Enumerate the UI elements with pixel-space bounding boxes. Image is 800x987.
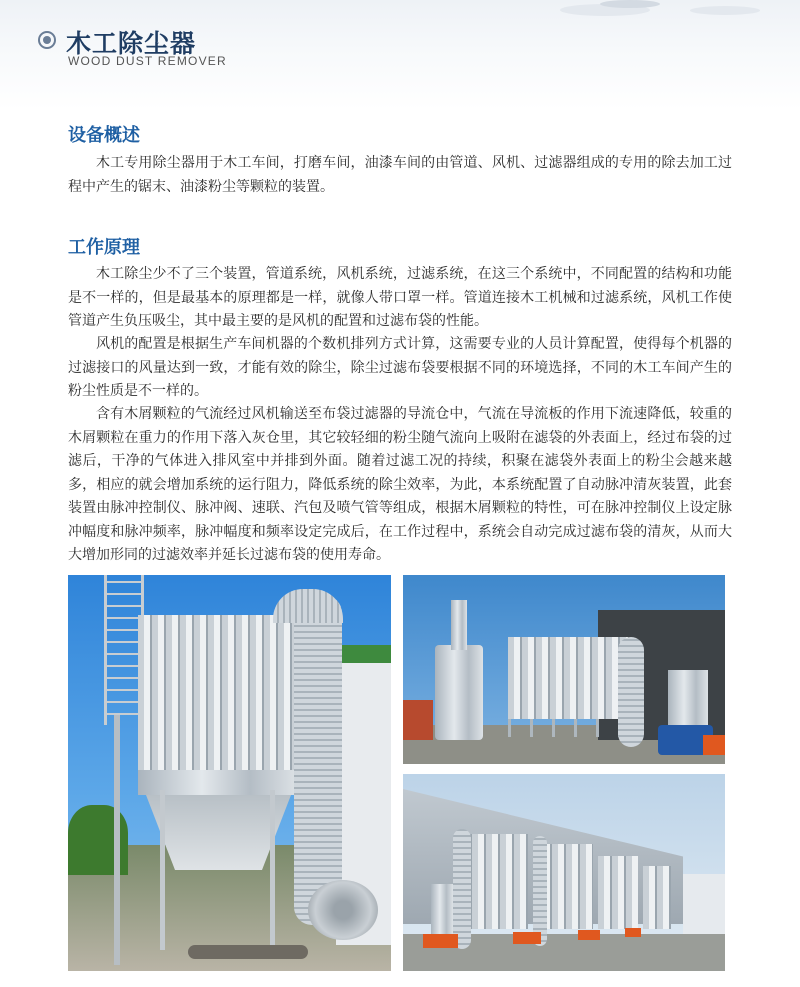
- dust-collector-photo-main: [68, 575, 391, 971]
- spiral-duct: [294, 595, 342, 925]
- cloud-decoration: [600, 0, 660, 8]
- fan-motor: [625, 928, 641, 937]
- collector-unit: [643, 866, 671, 929]
- overview-paragraph: 木工专用除尘器用于木工车间，打磨车间，油漆车间的由管道、风机、过滤器组成的专用的除去加工过程中产生的锯末、油漆粉尘等颗粒的装置。: [68, 155, 732, 195]
- fan-unit: [431, 884, 453, 939]
- duct-elbow: [273, 589, 343, 623]
- page-subtitle: WOOD DUST REMOVER: [68, 54, 227, 68]
- ladder: [114, 715, 120, 965]
- principle-heading: 工作原理: [68, 237, 140, 258]
- principle-paragraph-3: 含有木屑颗粒的气流经过风机输送至布袋过滤器的导流仓中，气流在导流板的作用下流速降低，较重的木屑颗粒在重力的作用下落入灰仓里，其它较轻细的粉尘随气流向上吸附在滤袋的外表面上，经过布袋的过滤后，干净的气体进入排风室中并排到外面。随着过滤工况的持续，积聚在滤袋外表面上的粉尘会越来越多，相应的就会增加系统的运行阻力，降低系统的除尘效率，为此，本系统配置了自动脉冲清灰装置，此套装置由脉冲控制仪、脉冲阀、速联、汽包及喷气管等组成，根据木屑颗粒的特性，可在脉冲控制仪上设定脉冲幅度和脉冲频率，脉冲幅度和频率设定完成后，在工作过程中，系统会自动完成过滤布袋的清灰，从而大大增加形同的过滤效率并延长过滤布袋的使用寿命。: [68, 406, 732, 563]
- cyclone-pipe: [451, 600, 467, 650]
- building-roof: [336, 645, 391, 663]
- circle-target-icon: [38, 31, 56, 49]
- cloud-decoration: [690, 6, 760, 15]
- collector-legs: [508, 719, 628, 737]
- support-leg: [160, 790, 165, 950]
- overview-heading: 设备概述: [68, 125, 140, 146]
- spiral-duct: [453, 829, 471, 949]
- collector-body: [508, 637, 628, 719]
- collector-body: [138, 615, 298, 780]
- cyclone-tower: [435, 645, 483, 740]
- fan-housing: [703, 735, 725, 755]
- fan-motor: [423, 934, 458, 948]
- dust-collector-photo-2: [403, 575, 725, 764]
- red-building: [403, 700, 433, 740]
- principle-paragraph-1: 木工除尘少不了三个装置，管道系统，风机系统，过滤系统，在这三个系统中，不同配置的结构和功能是不一样的，但是最基本的原理都是一样，就像人带口罩一样。管道连接木工机械和过滤系统，风机工作使管道产生负压吸尘，其中最主要的是风机的配置和过滤布袋的性能。: [68, 266, 732, 329]
- collector-unit: [598, 856, 638, 929]
- fan-motor: [578, 930, 600, 940]
- spiral-duct: [533, 836, 547, 946]
- fan-housing: [308, 880, 378, 940]
- support-leg: [270, 790, 275, 950]
- pipe-on-ground: [188, 945, 308, 959]
- side-building: [683, 874, 725, 934]
- fan-motor: [513, 932, 541, 944]
- spiral-duct: [618, 637, 644, 747]
- exhaust-stack: [668, 670, 708, 725]
- page-title: 木工除尘器: [66, 29, 197, 58]
- dust-collector-photo-3: [403, 774, 725, 971]
- principle-paragraph-2: 风机的配置是根据生产车间机器的个数机排列方式计算，这需要专业的人员计算配置，使得每个机器的过滤接口的风量达到一致，才能有效的除尘，除尘过滤布袋要根据不同的环境选择，不同的木工车间产生的粉尘性质是不一样的。: [68, 336, 732, 399]
